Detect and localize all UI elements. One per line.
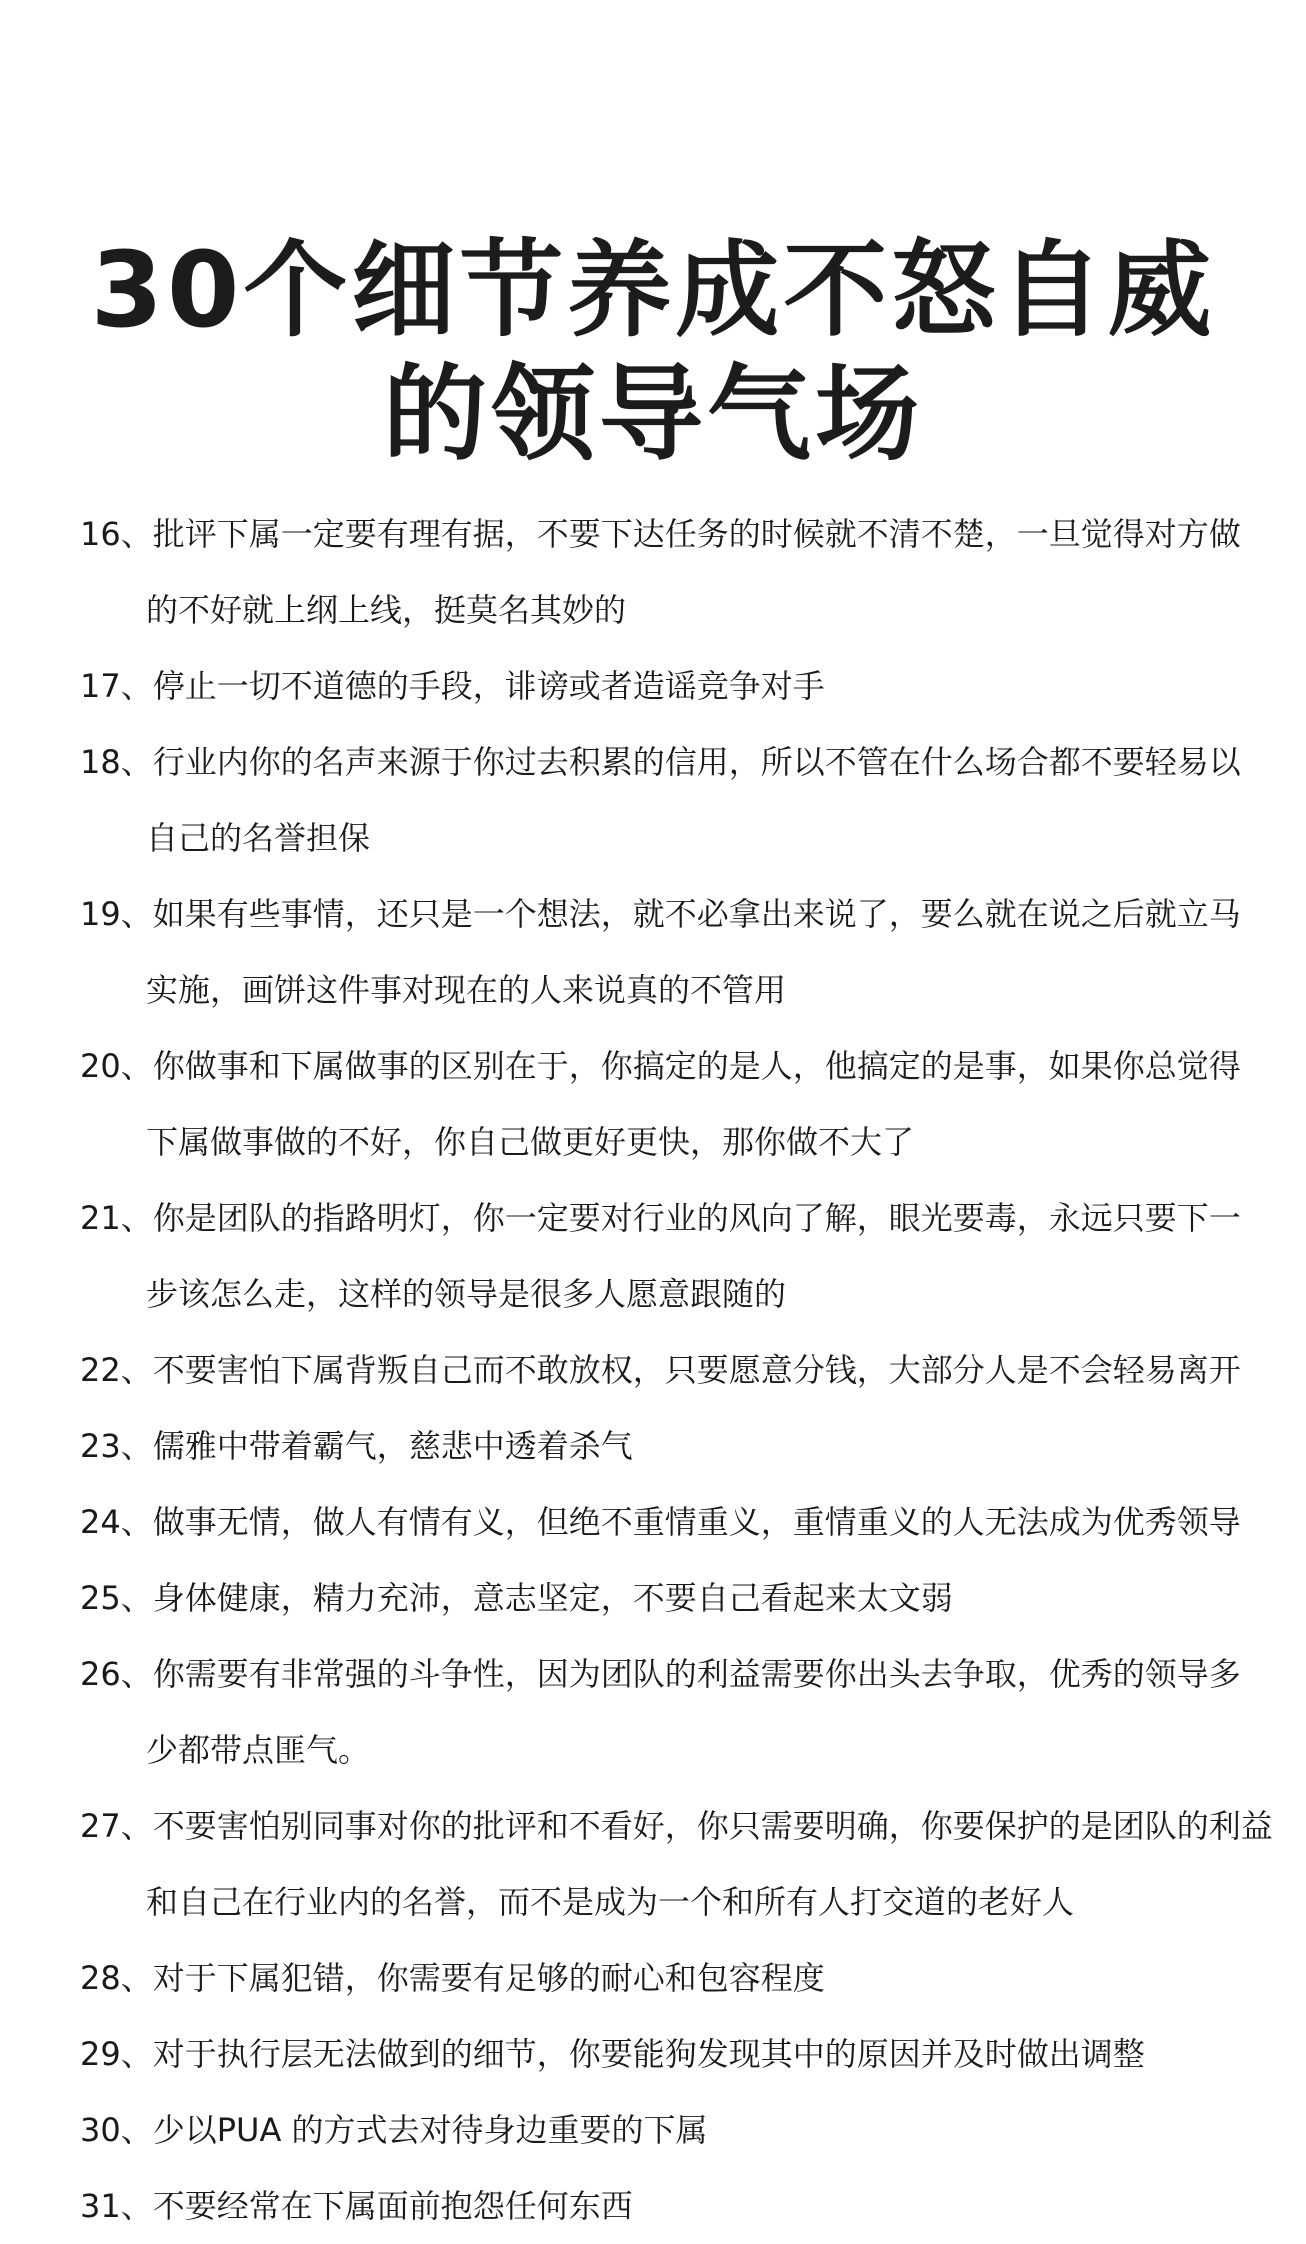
item-separator: 、	[120, 1503, 153, 1541]
item-text: 行业内你的名声来源于你过去积累的信用，所以不管在什么场合都不要轻易以	[152, 743, 1241, 781]
item-number: 23	[80, 1427, 121, 1465]
list-item	[80, 1180, 1280, 1332]
item-number: 28	[80, 1959, 121, 1997]
item-number: 24	[80, 1503, 121, 1541]
list-item	[80, 1560, 1280, 1636]
tips-list	[80, 496, 1280, 2244]
item-text: 你需要有非常强的斗争性，因为团队的利益需要你出头去争取，优秀的领导多	[152, 1655, 1241, 1693]
item-text: 不要害怕下属背叛自己而不敢放权，只要愿意分钱，大部分人是不会轻易离开	[152, 1351, 1241, 1389]
item-number: 27	[80, 1807, 121, 1845]
list-item	[80, 2168, 1280, 2244]
list-item	[80, 1636, 1280, 1788]
item-text: 不要经常在下属面前抱怨任何东西	[152, 2187, 633, 2225]
item-text: 停止一切不道德的手段，诽谤或者造谣竞争对手	[152, 667, 825, 705]
item-text-continued: 下属做事做的不好，你自己做更好更快，那你做不大了	[146, 1123, 915, 1161]
item-separator: 、	[120, 2035, 153, 2073]
list-item	[80, 1332, 1280, 1408]
item-number: 22	[80, 1351, 121, 1389]
item-separator: 、	[120, 2111, 153, 2149]
item-number: 17	[80, 667, 121, 705]
list-item	[80, 876, 1280, 1028]
item-separator: 、	[120, 667, 153, 705]
item-separator: 、	[120, 1199, 153, 1237]
item-number: 26	[80, 1655, 121, 1693]
page-title	[0, 228, 1306, 476]
list-item	[80, 2092, 1280, 2168]
item-number: 31	[80, 2187, 121, 2225]
title-line-2: 的领导气场	[382, 353, 923, 475]
item-text: 儒雅中带着霸气，慈悲中透着杀气	[152, 1427, 633, 1465]
list-item	[80, 1484, 1280, 1560]
item-text: 不要害怕别同事对你的批评和不看好，你只需要明确，你要保护的是团队的利益	[152, 1807, 1273, 1845]
item-text: 身体健康，精力充沛，意志坚定，不要自己看起来太文弱	[152, 1579, 953, 1617]
item-number: 25	[80, 1579, 121, 1617]
item-separator: 、	[120, 1807, 153, 1845]
list-item	[80, 1788, 1280, 1940]
item-text: 对于执行层无法做到的细节，你要能狗发现其中的原因并及时做出调整	[152, 2035, 1145, 2073]
list-item	[80, 1940, 1280, 2016]
list-item	[80, 648, 1280, 724]
item-separator: 、	[120, 1959, 153, 1997]
item-separator: 、	[120, 1655, 153, 1693]
item-number: 16	[80, 515, 121, 553]
item-text: 对于下属犯错，你需要有足够的耐心和包容程度	[152, 1959, 825, 1997]
item-separator: 、	[120, 515, 153, 553]
item-text-continued: 少都带点匪气。	[146, 1731, 371, 1769]
item-number: 21	[80, 1199, 121, 1237]
item-text-continued: 的不好就上纲上线，挺莫名其妙的	[146, 591, 627, 629]
item-text: 你做事和下属做事的区别在于，你搞定的是人，他搞定的是事，如果你总觉得	[152, 1047, 1241, 1085]
item-number: 19	[80, 895, 121, 933]
item-separator: 、	[120, 2187, 153, 2225]
item-text: 批评下属一定要有理有据，不要下达任务的时候就不清不楚，一旦觉得对方做	[152, 515, 1241, 553]
item-text-continued: 步该怎么走，这样的领导是很多人愿意跟随的	[146, 1275, 787, 1313]
item-separator: 、	[120, 743, 153, 781]
item-text-continued: 自己的名誉担保	[146, 819, 371, 857]
list-item	[80, 2016, 1280, 2092]
item-separator: 、	[120, 895, 153, 933]
item-separator: 、	[120, 1351, 153, 1389]
item-number: 29	[80, 2035, 121, 2073]
item-text: 你是团队的指路明灯，你一定要对行业的风向了解，眼光要毒，永远只要下一	[152, 1199, 1241, 1237]
item-separator: 、	[120, 1047, 153, 1085]
item-number: 20	[80, 1047, 121, 1085]
list-item	[80, 724, 1280, 876]
item-text-continued: 实施，画饼这件事对现在的人来说真的不管用	[146, 971, 787, 1009]
item-number: 18	[80, 743, 121, 781]
item-text: 少以PUA 的方式去对待身边重要的下属	[152, 2111, 708, 2149]
item-text: 如果有些事情，还只是一个想法，就不必拿出来说了，要么就在说之后就立马	[152, 895, 1241, 933]
item-text-continued: 和自己在行业内的名誉，而不是成为一个和所有人打交道的老好人	[146, 1883, 1075, 1921]
list-item	[80, 1408, 1280, 1484]
title-line-1: 30个细节养成不怒自威	[90, 229, 1216, 351]
item-text: 做事无情，做人有情有义，但绝不重情重义，重情重义的人无法成为优秀领导	[152, 1503, 1241, 1541]
item-separator: 、	[120, 1427, 153, 1465]
item-separator: 、	[120, 1579, 153, 1617]
item-number: 30	[80, 2111, 121, 2149]
list-item	[80, 1028, 1280, 1180]
list-item	[80, 496, 1280, 648]
